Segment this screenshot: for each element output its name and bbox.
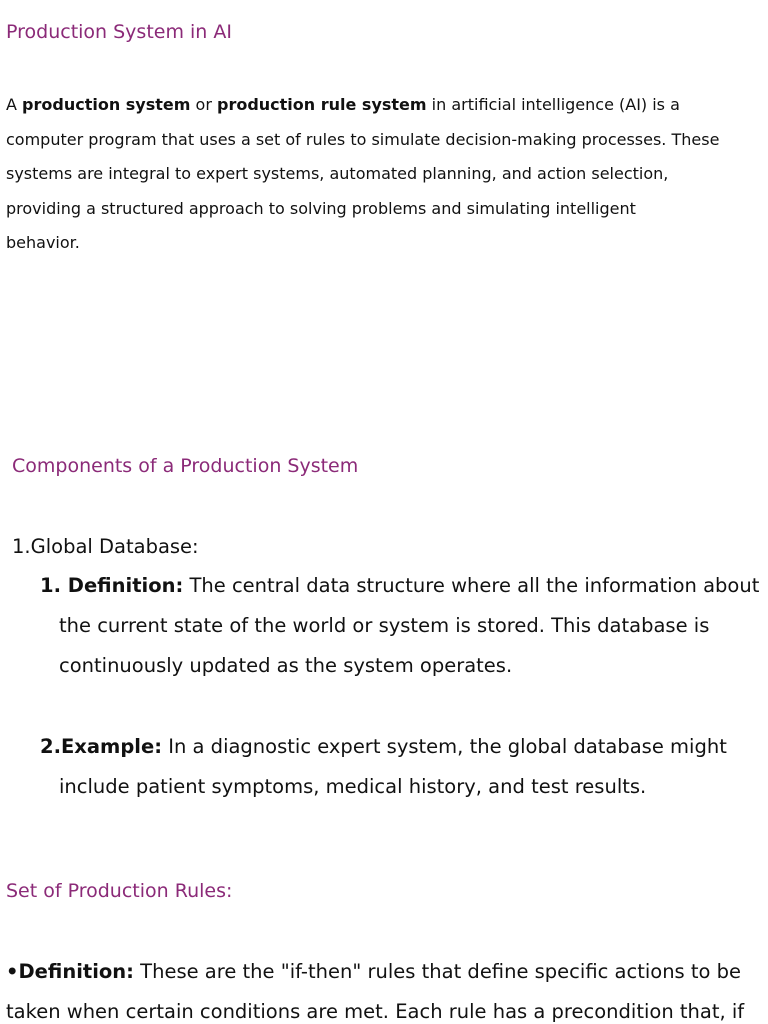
page-title: Production System in AI <box>6 21 232 43</box>
definition-term: 1. Definition: <box>40 574 184 597</box>
intro-line-5: behavior. <box>6 233 80 252</box>
intro-line-2: computer program that uses a set of rules to simulate decision-making processes. These <box>6 129 720 149</box>
production-rules-definition <box>6 952 766 1024</box>
global-database-example: 2.Example: In a diagnostic expert system, the global database might include patient symptoms, medical history, and test results. <box>40 735 727 798</box>
production-rules-line-2: taken when certain conditions are met. Each rule has a precondition that, if <box>6 1000 745 1023</box>
production-rules-heading: Set of Production Rules: <box>6 880 233 902</box>
intro-line-4: providing a structured approach to solving problems and simulating intelligent <box>6 198 636 218</box>
production-rules-line-1: •Definition: These are the "if-then" rules that define specific actions to be <box>6 960 742 983</box>
global-database-heading: 1.Global Database: <box>12 535 199 558</box>
global-database-definition: 1. Definition: The central data structure where all the information about the current state of the world or system is stored. This database is continuously updated as the system operates. <box>40 574 760 677</box>
term-production-system: production system <box>22 95 191 114</box>
components-heading: Components of a Production System <box>12 455 359 477</box>
rules-definition-term: •Definition: <box>6 960 134 983</box>
intro-paragraph <box>6 88 762 261</box>
term-production-rule-system: production rule system <box>216 95 427 114</box>
example-term: 2.Example: <box>40 735 163 758</box>
intro-line-1: A production system or production rule system in artificial intelligence (AI) is a <box>6 95 680 114</box>
intro-line-3: systems are integral to expert systems, automated planning, and action selection, <box>6 164 669 183</box>
